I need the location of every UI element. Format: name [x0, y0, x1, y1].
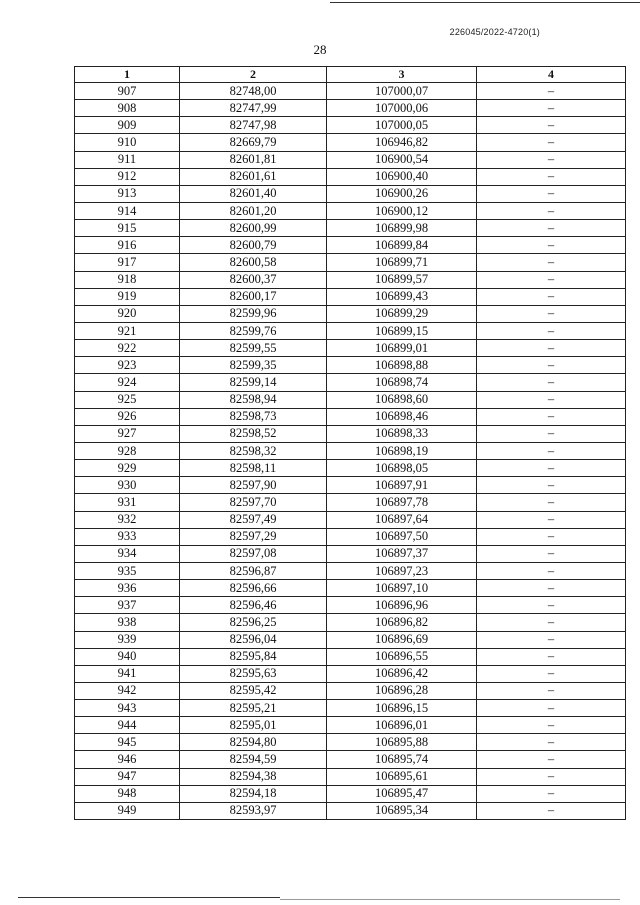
note-cell: –: [477, 237, 626, 254]
x-coordinate-cell: 82594,38: [180, 768, 327, 785]
x-coordinate-cell: 82595,63: [180, 665, 327, 682]
y-coordinate-cell: 106897,10: [327, 580, 477, 597]
point-number-cell: 928: [75, 442, 180, 459]
table-body: [75, 83, 626, 820]
point-number-cell: 908: [75, 100, 180, 117]
point-number-cell: 942: [75, 682, 180, 699]
point-number-cell: 947: [75, 768, 180, 785]
note-cell: –: [477, 648, 626, 665]
table-row: [75, 100, 626, 117]
point-number-cell: 910: [75, 134, 180, 151]
point-number-cell: 930: [75, 477, 180, 494]
x-coordinate-cell: 82600,58: [180, 254, 327, 271]
note-cell: –: [477, 134, 626, 151]
point-number-cell: 933: [75, 528, 180, 545]
point-number-cell: 917: [75, 254, 180, 271]
note-cell: –: [477, 305, 626, 322]
x-coordinate-cell: 82596,66: [180, 580, 327, 597]
point-number-cell: 925: [75, 391, 180, 408]
x-coordinate-cell: 82597,90: [180, 477, 327, 494]
table-row: [75, 202, 626, 219]
y-coordinate-cell: 106897,64: [327, 511, 477, 528]
note-cell: –: [477, 562, 626, 579]
note-cell: –: [477, 700, 626, 717]
column-header-1: 1: [75, 67, 180, 83]
y-coordinate-cell: 106898,88: [327, 357, 477, 374]
table-row: [75, 768, 626, 785]
y-coordinate-cell: 106895,34: [327, 802, 477, 819]
y-coordinate-cell: 106896,28: [327, 682, 477, 699]
point-number-cell: 940: [75, 648, 180, 665]
note-cell: –: [477, 631, 626, 648]
point-number-cell: 916: [75, 237, 180, 254]
bottom-border-line-faint: [280, 899, 620, 900]
point-number-cell: 920: [75, 305, 180, 322]
y-coordinate-cell: 106895,61: [327, 768, 477, 785]
table-row: [75, 442, 626, 459]
note-cell: –: [477, 545, 626, 562]
point-number-cell: 948: [75, 785, 180, 802]
note-cell: –: [477, 340, 626, 357]
note-cell: –: [477, 511, 626, 528]
table-row: [75, 460, 626, 477]
point-number-cell: 909: [75, 117, 180, 134]
x-coordinate-cell: 82747,99: [180, 100, 327, 117]
table-row: [75, 631, 626, 648]
x-coordinate-cell: 82601,81: [180, 151, 327, 168]
point-number-cell: 938: [75, 614, 180, 631]
note-cell: –: [477, 802, 626, 819]
x-coordinate-cell: 82595,84: [180, 648, 327, 665]
y-coordinate-cell: 106900,40: [327, 168, 477, 185]
table-row: [75, 751, 626, 768]
y-coordinate-cell: 106895,74: [327, 751, 477, 768]
note-cell: –: [477, 83, 626, 100]
table-row: [75, 511, 626, 528]
column-header-2: 2: [180, 67, 327, 83]
point-number-cell: 923: [75, 357, 180, 374]
coordinates-table: [74, 66, 626, 820]
x-coordinate-cell: 82597,08: [180, 545, 327, 562]
note-cell: –: [477, 768, 626, 785]
y-coordinate-cell: 106896,15: [327, 700, 477, 717]
table-row: [75, 391, 626, 408]
y-coordinate-cell: 106899,57: [327, 271, 477, 288]
x-coordinate-cell: 82596,04: [180, 631, 327, 648]
point-number-cell: 937: [75, 597, 180, 614]
point-number-cell: 943: [75, 700, 180, 717]
table-row: [75, 528, 626, 545]
table-row: [75, 614, 626, 631]
point-number-cell: 941: [75, 665, 180, 682]
x-coordinate-cell: 82597,49: [180, 511, 327, 528]
note-cell: –: [477, 425, 626, 442]
y-coordinate-cell: 106898,19: [327, 442, 477, 459]
x-coordinate-cell: 82593,97: [180, 802, 327, 819]
note-cell: –: [477, 202, 626, 219]
table-row: [75, 802, 626, 819]
y-coordinate-cell: 106896,55: [327, 648, 477, 665]
table-row: [75, 665, 626, 682]
note-cell: –: [477, 785, 626, 802]
point-number-cell: 931: [75, 494, 180, 511]
point-number-cell: 912: [75, 168, 180, 185]
x-coordinate-cell: 82599,96: [180, 305, 327, 322]
note-cell: –: [477, 580, 626, 597]
point-number-cell: 944: [75, 717, 180, 734]
x-coordinate-cell: 82596,87: [180, 562, 327, 579]
y-coordinate-cell: 106898,05: [327, 460, 477, 477]
note-cell: –: [477, 408, 626, 425]
x-coordinate-cell: 82600,79: [180, 237, 327, 254]
y-coordinate-cell: 106895,88: [327, 734, 477, 751]
point-number-cell: 946: [75, 751, 180, 768]
table-row: [75, 151, 626, 168]
y-coordinate-cell: 106899,71: [327, 254, 477, 271]
table-row: [75, 545, 626, 562]
table-row: [75, 477, 626, 494]
x-coordinate-cell: 82599,14: [180, 374, 327, 391]
note-cell: –: [477, 391, 626, 408]
y-coordinate-cell: 106896,69: [327, 631, 477, 648]
note-cell: –: [477, 528, 626, 545]
x-coordinate-cell: 82748,00: [180, 83, 327, 100]
y-coordinate-cell: 106897,23: [327, 562, 477, 579]
y-coordinate-cell: 106897,78: [327, 494, 477, 511]
table-row: [75, 134, 626, 151]
y-coordinate-cell: 106899,98: [327, 220, 477, 237]
y-coordinate-cell: 106899,01: [327, 340, 477, 357]
table-header-row: [75, 67, 626, 83]
table-row: [75, 305, 626, 322]
table-row: [75, 83, 626, 100]
table-row: [75, 408, 626, 425]
note-cell: –: [477, 254, 626, 271]
table-row: [75, 580, 626, 597]
table-row: [75, 785, 626, 802]
note-cell: –: [477, 374, 626, 391]
point-number-cell: 911: [75, 151, 180, 168]
table-row: [75, 648, 626, 665]
y-coordinate-cell: 106946,82: [327, 134, 477, 151]
point-number-cell: 929: [75, 460, 180, 477]
note-cell: –: [477, 460, 626, 477]
x-coordinate-cell: 82601,61: [180, 168, 327, 185]
note-cell: –: [477, 665, 626, 682]
y-coordinate-cell: 107000,06: [327, 100, 477, 117]
table-row: [75, 717, 626, 734]
y-coordinate-cell: 106898,46: [327, 408, 477, 425]
point-number-cell: 922: [75, 340, 180, 357]
note-cell: –: [477, 442, 626, 459]
note-cell: –: [477, 220, 626, 237]
y-coordinate-cell: 106896,01: [327, 717, 477, 734]
x-coordinate-cell: 82595,01: [180, 717, 327, 734]
x-coordinate-cell: 82600,17: [180, 288, 327, 305]
y-coordinate-cell: 106900,26: [327, 185, 477, 202]
x-coordinate-cell: 82747,98: [180, 117, 327, 134]
point-number-cell: 914: [75, 202, 180, 219]
x-coordinate-cell: 82669,79: [180, 134, 327, 151]
x-coordinate-cell: 82599,55: [180, 340, 327, 357]
point-number-cell: 926: [75, 408, 180, 425]
y-coordinate-cell: 106896,82: [327, 614, 477, 631]
page-number: 28: [313, 42, 327, 57]
x-coordinate-cell: 82598,94: [180, 391, 327, 408]
x-coordinate-cell: 82600,37: [180, 271, 327, 288]
note-cell: –: [477, 185, 626, 202]
point-number-cell: 913: [75, 185, 180, 202]
note-cell: –: [477, 734, 626, 751]
table-row: [75, 562, 626, 579]
x-coordinate-cell: 82598,52: [180, 425, 327, 442]
note-cell: –: [477, 151, 626, 168]
point-number-cell: 907: [75, 83, 180, 100]
table-row: [75, 322, 626, 339]
y-coordinate-cell: 107000,05: [327, 117, 477, 134]
x-coordinate-cell: 82598,11: [180, 460, 327, 477]
note-cell: –: [477, 477, 626, 494]
x-coordinate-cell: 82595,42: [180, 682, 327, 699]
note-cell: –: [477, 494, 626, 511]
point-number-cell: 932: [75, 511, 180, 528]
note-cell: –: [477, 100, 626, 117]
point-number-cell: 927: [75, 425, 180, 442]
note-cell: –: [477, 322, 626, 339]
point-number-cell: 936: [75, 580, 180, 597]
x-coordinate-cell: 82597,29: [180, 528, 327, 545]
note-cell: –: [477, 597, 626, 614]
point-number-cell: 945: [75, 734, 180, 751]
point-number-cell: 918: [75, 271, 180, 288]
point-number-cell: 919: [75, 288, 180, 305]
point-number-cell: 939: [75, 631, 180, 648]
y-coordinate-cell: 106900,12: [327, 202, 477, 219]
x-coordinate-cell: 82599,35: [180, 357, 327, 374]
y-coordinate-cell: 106898,60: [327, 391, 477, 408]
y-coordinate-cell: 106895,47: [327, 785, 477, 802]
y-coordinate-cell: 106899,15: [327, 322, 477, 339]
y-coordinate-cell: 106900,54: [327, 151, 477, 168]
note-cell: –: [477, 751, 626, 768]
note-cell: –: [477, 614, 626, 631]
table-row: [75, 700, 626, 717]
y-coordinate-cell: 106899,43: [327, 288, 477, 305]
table-row: [75, 494, 626, 511]
y-coordinate-cell: 106899,29: [327, 305, 477, 322]
x-coordinate-cell: 82596,25: [180, 614, 327, 631]
y-coordinate-cell: 106896,42: [327, 665, 477, 682]
x-coordinate-cell: 82598,32: [180, 442, 327, 459]
y-coordinate-cell: 106899,84: [327, 237, 477, 254]
y-coordinate-cell: 106898,74: [327, 374, 477, 391]
y-coordinate-cell: 106898,33: [327, 425, 477, 442]
document-id: 226045/2022-4720(1): [449, 27, 540, 37]
note-cell: –: [477, 168, 626, 185]
table-row: [75, 168, 626, 185]
table-row: [75, 220, 626, 237]
column-header-3: 3: [327, 67, 477, 83]
table-row: [75, 734, 626, 751]
table-row: [75, 117, 626, 134]
x-coordinate-cell: 82597,70: [180, 494, 327, 511]
x-coordinate-cell: 82594,80: [180, 734, 327, 751]
table-row: [75, 357, 626, 374]
table-row: [75, 288, 626, 305]
top-border-line: [330, 2, 640, 3]
point-number-cell: 935: [75, 562, 180, 579]
point-number-cell: 921: [75, 322, 180, 339]
x-coordinate-cell: 82594,18: [180, 785, 327, 802]
table-row: [75, 597, 626, 614]
table-row: [75, 340, 626, 357]
y-coordinate-cell: 106897,91: [327, 477, 477, 494]
x-coordinate-cell: 82599,76: [180, 322, 327, 339]
table-row: [75, 254, 626, 271]
x-coordinate-cell: 82601,20: [180, 202, 327, 219]
y-coordinate-cell: 106896,96: [327, 597, 477, 614]
table-row: [75, 237, 626, 254]
note-cell: –: [477, 288, 626, 305]
y-coordinate-cell: 106897,50: [327, 528, 477, 545]
table-row: [75, 374, 626, 391]
table-row: [75, 425, 626, 442]
note-cell: –: [477, 117, 626, 134]
point-number-cell: 915: [75, 220, 180, 237]
bottom-border-line: [18, 897, 280, 898]
note-cell: –: [477, 271, 626, 288]
table-row: [75, 185, 626, 202]
x-coordinate-cell: 82594,59: [180, 751, 327, 768]
x-coordinate-cell: 82598,73: [180, 408, 327, 425]
note-cell: –: [477, 682, 626, 699]
point-number-cell: 924: [75, 374, 180, 391]
point-number-cell: 949: [75, 802, 180, 819]
point-number-cell: 934: [75, 545, 180, 562]
x-coordinate-cell: 82601,40: [180, 185, 327, 202]
x-coordinate-cell: 82596,46: [180, 597, 327, 614]
y-coordinate-cell: 107000,07: [327, 83, 477, 100]
x-coordinate-cell: 82600,99: [180, 220, 327, 237]
x-coordinate-cell: 82595,21: [180, 700, 327, 717]
table-row: [75, 682, 626, 699]
note-cell: –: [477, 357, 626, 374]
y-coordinate-cell: 106897,37: [327, 545, 477, 562]
note-cell: –: [477, 717, 626, 734]
column-header-4: 4: [477, 67, 626, 83]
table-row: [75, 271, 626, 288]
